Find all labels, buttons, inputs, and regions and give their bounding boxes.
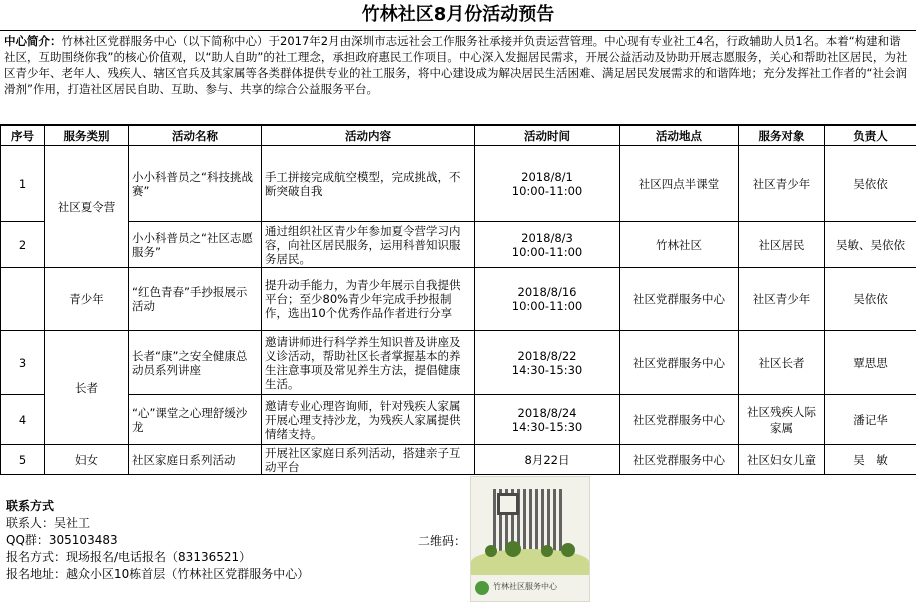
row-place: 社区四点半课堂 (620, 146, 739, 222)
row-hours: 10:00-11:00 (511, 183, 583, 198)
row-owner: 吴敏、吴依依 (825, 222, 916, 268)
row-time: 8月22日 (475, 445, 620, 475)
row-place: 社区党群服务中心 (620, 331, 739, 395)
row-content: 开展社区家庭日系列活动，搭建亲子互动平台 (262, 445, 475, 475)
row-owner: 吴依依 (825, 146, 916, 222)
intro-paragraph (0, 31, 916, 125)
contact-section (6, 498, 309, 583)
row-hours: 10:00-11:00 (511, 299, 583, 313)
row-category: 社区夏令营 (45, 146, 129, 268)
row-content: 通过组织社区青少年参加夏令营学习内容，向社区居民服务，运用科普知识服务居民。 (262, 222, 475, 268)
contact-method: 报名方式：现场报名/电话报名（83136521） (6, 550, 252, 564)
org-logo-icon (475, 581, 489, 595)
row-hours: 14:30-15:30 (511, 362, 583, 377)
tree-icon (561, 543, 575, 557)
row-no (1, 268, 45, 331)
row-no: 4 (1, 395, 45, 445)
header-time: 活动时间 (475, 126, 620, 146)
row-target: 社区青少年 (739, 146, 825, 222)
row-content: 提升动手能力，为青少年展示自我提供平台；至少80%青少年完成手抄报制作，选出10个优秀作品作者进行分享 (262, 268, 475, 331)
row-place: 社区党群服务中心 (620, 445, 739, 475)
row-hours: 10:00-11:00 (511, 244, 583, 259)
qr-code-pattern (493, 489, 565, 555)
row-place: 社区党群服务中心 (620, 268, 739, 331)
row-time (475, 222, 620, 268)
header-content: 活动内容 (262, 126, 475, 146)
row-content: 手工拼接完成航空模型，完成挑战，不断突破自我 (262, 146, 475, 222)
table-row (1, 222, 916, 268)
row-target: 社区青少年 (739, 268, 825, 331)
row-category: 妇女 (45, 445, 129, 475)
activity-table (0, 125, 916, 475)
row-no: 3 (1, 331, 45, 395)
row-date: 2018/8/3 (521, 230, 573, 245)
row-category: 长者 (45, 331, 129, 445)
table-row (1, 395, 916, 445)
tree-icon (541, 545, 553, 557)
qr-label: 二维码： (418, 534, 467, 548)
row-target: 社区长者 (739, 331, 825, 395)
contact-heading: 联系方式 (6, 499, 55, 513)
row-time (475, 268, 620, 331)
row-no: 1 (1, 146, 45, 222)
row-owner: 吴依依 (825, 268, 916, 331)
row-place: 社区党群服务中心 (620, 395, 739, 445)
row-date: 2018/8/22 (517, 348, 577, 363)
header-owner: 负责人 (825, 126, 916, 146)
row-content: 邀请讲师进行科学养生知识普及讲座及义诊活动，帮助社区长者掌握基本的养生注意事项及常见养生方法，提倡健康生活。 (262, 331, 475, 395)
header-place: 活动地点 (620, 126, 739, 146)
table-row (1, 268, 916, 331)
table-header-row (1, 126, 916, 146)
row-no: 5 (1, 445, 45, 475)
row-target: 社区妇女儿童 (739, 445, 825, 475)
tree-icon (485, 545, 497, 557)
row-owner: 吴 敏 (825, 445, 916, 475)
contact-person: 联系人：吴社工 (6, 516, 91, 530)
row-time (475, 395, 620, 445)
row-hours: 14:30-15:30 (511, 419, 583, 434)
row-category: 青少年 (45, 268, 129, 331)
header-target: 服务对象 (739, 126, 825, 146)
row-name: “红色青春”手抄报展示活动 (129, 268, 262, 331)
row-name: “心”课堂之心理舒缓沙龙 (129, 395, 262, 445)
row-content: 邀请专业心理咨询师，针对残疾人家属开展心理支持沙龙，为残疾人家属提供情绪支持。 (262, 395, 475, 445)
tree-icon (505, 541, 521, 557)
row-owner: 潘记华 (825, 395, 916, 445)
row-date: 2018/8/1 (521, 169, 573, 184)
row-target: 社区残疾人际家属 (739, 395, 825, 445)
contact-qq: QQ群：305103483 (6, 533, 118, 547)
row-name: 长者“康”之安全健康总动员系列讲座 (129, 331, 262, 395)
table-row (1, 331, 916, 395)
row-target: 社区居民 (739, 222, 825, 268)
row-date: 2018/8/16 (517, 285, 577, 299)
header-no: 序号 (1, 126, 45, 146)
page-title: 竹林社区8月份活动预告 (0, 0, 916, 31)
header-category: 服务类别 (45, 126, 129, 146)
contact-address: 报名地址：越众小区10栋首层（竹林社区党群服务中心） (6, 567, 310, 581)
intro-label: 中心简介： (4, 34, 62, 48)
intro-text: 竹林社区党群服务中心（以下简称中心）于2017年2月由深圳市志远社会工作服务社承接并负责运营管理。中心现有专业社工4名，行政辅助人员1名。本着“构建和谐社区，互助围绕你我”的核心价值观，以“助人自助”的社工理念，承担政府惠民工作项目。中心深入发掘居民需求，开展公益活动及协助开展志愿服务，关心和帮助社区居民，为社区青少年、老年人、残疾人、辖区官兵及其家属等各类群体提供专业的社工服务，将中心建设成为解决居民生活困难、满足居民发展需求的和谐阵地；充分发挥社工作者的“社会润滑剂”作用，打造社区居民自助、互助、参与、共享的综合公益服务平台。 (4, 34, 908, 96)
table-row (1, 445, 916, 475)
row-name: 社区家庭日系列活动 (129, 445, 262, 475)
qr-code-image (470, 476, 590, 602)
qr-caption: 竹林社区服务中心 (493, 582, 557, 591)
row-time (475, 331, 620, 395)
row-no: 2 (1, 222, 45, 268)
row-time (475, 146, 620, 222)
row-name: 小小科普员之“社区志愿服务” (129, 222, 262, 268)
row-name: 小小科普员之“科技挑战赛” (129, 146, 262, 222)
row-date: 2018/8/24 (517, 405, 577, 420)
table-row (1, 146, 916, 222)
row-place: 竹林社区 (620, 222, 739, 268)
header-name: 活动名称 (129, 126, 262, 146)
row-owner: 覃思思 (825, 331, 916, 395)
